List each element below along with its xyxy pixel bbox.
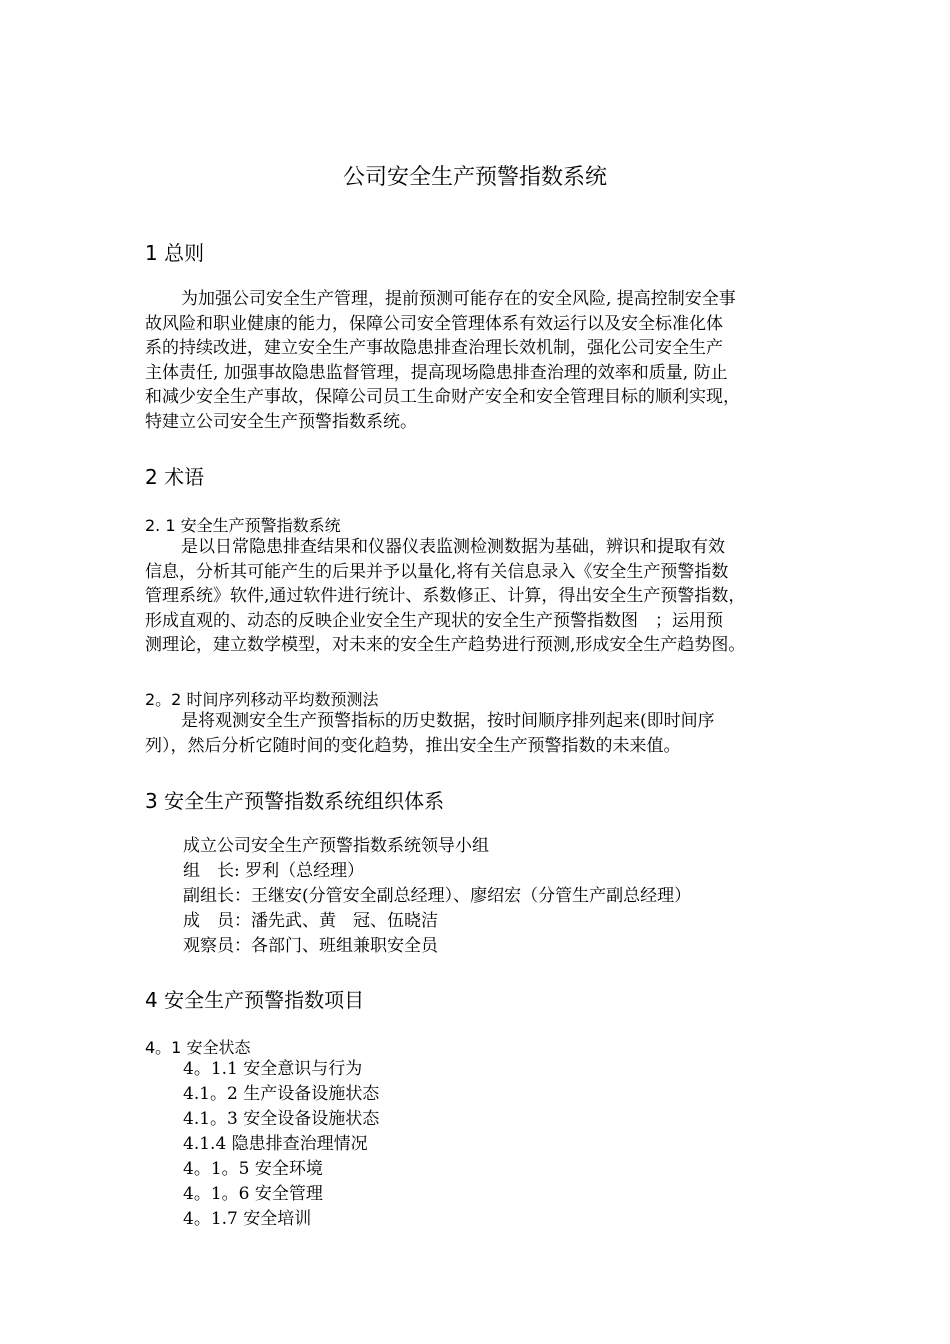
paragraph-line: 系的持续改进，建立安全生产事故隐患排查治理长效机制，强化公司安全生产 — [145, 338, 723, 358]
paragraph-line: 形成直观的、动态的反映企业安全生产现状的安全生产预警指数图 ；运用预 — [145, 610, 723, 631]
section-2-2-heading: 2。2 时间序列移动平均数预测法 — [145, 690, 379, 709]
section-4-heading: 4 安全生产预警指数项目 — [145, 988, 365, 1012]
section-4-1-list — [183, 1057, 379, 1232]
section-1-paragraph — [145, 287, 825, 434]
paragraph-line: 特建立公司安全生产预警指数系统。 — [145, 411, 417, 432]
section-4-1-heading: 4。1 安全状态 — [145, 1038, 251, 1057]
paragraph-line: 和减少安全生产事故，保障公司员工生命财产安全和安全管理目标的顺利实现， — [145, 387, 740, 407]
section-3-heading: 3 安全生产预警指数系统组织体系 — [145, 789, 445, 813]
paragraph-line: 测理论，建立数学模型，对未来的安全生产趋势进行预测,形成安全生产趋势图。 — [145, 635, 746, 655]
list-item: 4.1。2 生产设备设施状态 — [183, 1084, 380, 1104]
list-item: 4.1.4 隐患排查治理情况 — [183, 1134, 368, 1154]
list-item: 成立公司安全生产预警指数系统领导小组 — [183, 836, 489, 856]
document-title: 公司安全生产预警指数系统 — [342, 165, 607, 190]
paragraph-line: 信息，分析其可能产生的后果并予以量化,将有关信息录入《安全生产预警指数 — [145, 561, 729, 582]
section-3-list — [183, 834, 691, 959]
section-2-heading: 2 术语 — [145, 465, 205, 489]
list-item: 4.1。3 安全设备设施状态 — [183, 1109, 380, 1129]
list-item: 4。1.1 安全意识与行为 — [183, 1059, 363, 1079]
paragraph-line: 是将观测安全生产预警指标的历史数据，按时间顺序排列起来(即时间序 — [181, 711, 715, 731]
paragraph-line: 主体责任, 加强事故隐患监督管理，提高现场隐患排查治理的效率和质量, 防止 — [145, 362, 728, 383]
list-item: 4。1。6 安全管理 — [183, 1184, 323, 1204]
paragraph-line: 是以日常隐患排查结果和仪器仪表监测检测数据为基础，辨识和提取有效 — [181, 537, 725, 557]
paragraph-line: 管理系统》软件,通过软件进行统计、系数修正、计算，得出安全生产预警指数， — [145, 586, 746, 606]
section-2-1-heading: 2. 1 安全生产预警指数系统 — [145, 516, 341, 535]
paragraph-line: 为加强公司安全生产管理，提前预测可能存在的安全风险, 提高控制安全事 — [181, 289, 736, 309]
list-item: 组 长: 罗利（总经理） — [183, 861, 365, 881]
list-item: 4。1。5 安全环境 — [183, 1159, 323, 1179]
paragraph-line: 故风险和职业健康的能力，保障公司安全管理体系有效运行以及安全标准化体 — [145, 313, 723, 334]
section-2-1-paragraph — [145, 535, 825, 658]
list-item: 副组长：王继安(分管安全副总经理）、廖绍宏（分管生产副总经理） — [183, 886, 692, 906]
paragraph-line: 列），然后分析它随时间的变化趋势，推出安全生产预警指数的未来值。 — [145, 735, 681, 756]
list-item: 4。1.7 安全培训 — [183, 1209, 312, 1229]
list-item: 成 员：潘先武、黄 冠、伍晓洁 — [183, 911, 438, 931]
section-2-2-paragraph — [145, 709, 825, 758]
list-item: 观察员：各部门、班组兼职安全员 — [183, 936, 438, 956]
section-1-heading: 1 总则 — [145, 241, 205, 265]
